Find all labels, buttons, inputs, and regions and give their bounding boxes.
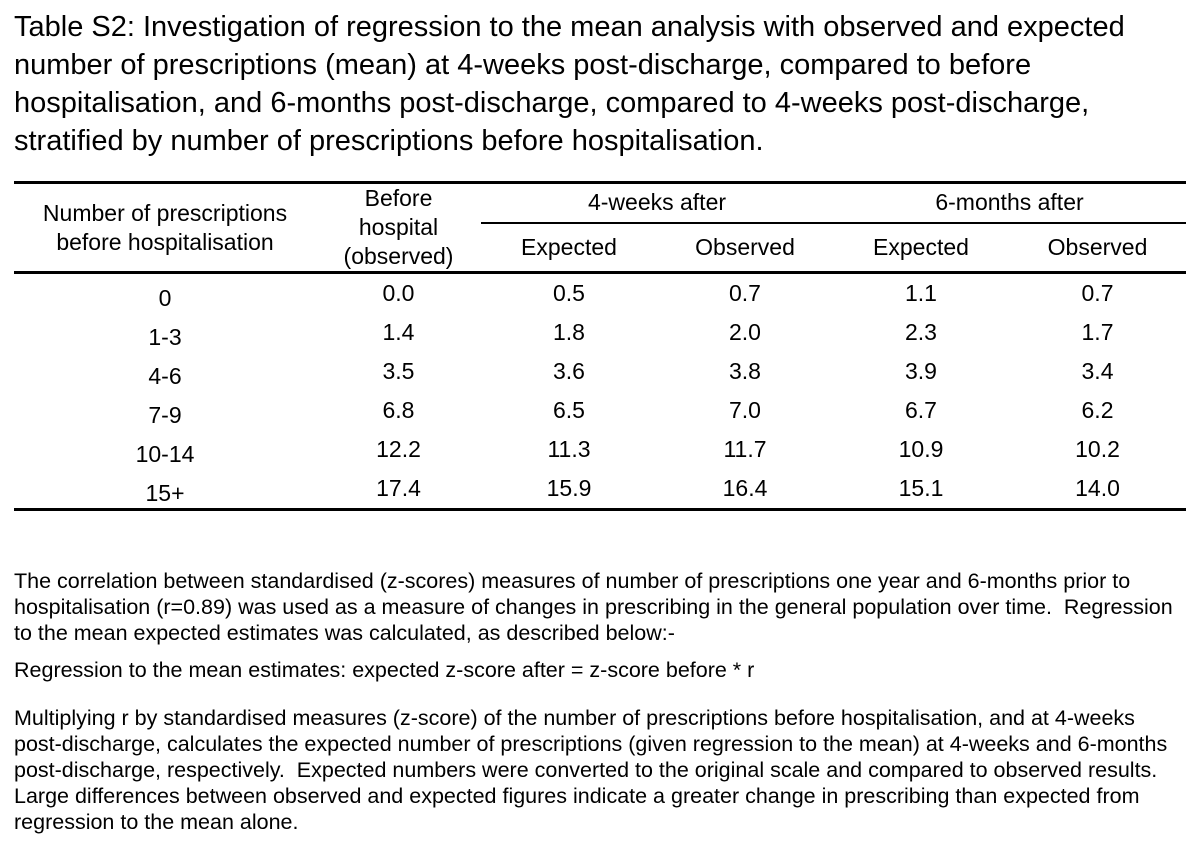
cell-6m-observed: 1.7 <box>1081 319 1114 345</box>
row-category-cell <box>14 313 316 352</box>
cell-before: 1.4 <box>382 319 415 345</box>
cell-before: 0.0 <box>382 280 415 306</box>
header-6m-expected: Expected <box>873 233 969 260</box>
cell-4w-observed: 3.8 <box>729 358 761 384</box>
table-row <box>14 273 1186 314</box>
cell-4w-expected: 3.6 <box>553 358 585 384</box>
cell-4w-expected: 11.3 <box>547 436 591 462</box>
cell-before: 6.8 <box>382 397 415 423</box>
cell-6m-expected: 1.1 <box>905 280 937 306</box>
cell-4w-expected: 6.5 <box>553 397 585 423</box>
cell-6m-expected: 6.7 <box>905 397 937 423</box>
cell-before: 17.4 <box>376 475 421 501</box>
header-6m-observed: Observed <box>1047 233 1148 260</box>
table-body <box>14 273 1186 510</box>
header-group-6months: 6-months after <box>833 183 1186 223</box>
cell-4w-observed: 0.7 <box>729 280 761 306</box>
cell-4w-observed: 16.4 <box>722 475 768 501</box>
cell-6m-observed: 14.0 <box>1075 475 1120 501</box>
table-row <box>14 313 1186 352</box>
row-category-cell <box>14 430 316 469</box>
note-formula: Regression to the mean estimates: expected z-score after = z-score before * r <box>14 658 755 682</box>
cell-4w-observed: 11.7 <box>723 436 767 462</box>
cell-6m-expected: 2.3 <box>905 319 937 345</box>
header-group-4weeks: 4-weeks after <box>481 183 833 223</box>
cell-6m-observed: 10.2 <box>1075 436 1120 462</box>
header-category-label: Number of prescriptions before hospitalisation <box>42 199 288 255</box>
table-s2 <box>14 181 1186 511</box>
cell-6m-expected: 15.1 <box>898 475 944 501</box>
note-correlation: The correlation between standardised (z-scores) measures of number of prescriptions one year and 6-months prior to hospitalisation (r=0.89) was used as a measure of changes in prescribing in the general population over time. Regression to the mean expected estimates was calculated, as described below:- <box>14 569 1179 645</box>
header-4w-expected: Expected <box>521 233 617 260</box>
row-category-cell <box>14 273 316 314</box>
row-category: 0 <box>158 285 172 311</box>
row-category: 1-3 <box>148 324 182 350</box>
note-method: Multiplying r by standardised measures (z-score) of the number of prescriptions before hospitalisation, and at 4-weeks post-discharge, calculates the expected number of prescriptions (given regression to the mean) at 4-weeks and 6-months post-discharge, respectively. Expected numbers were converted to the original scale and compared to observed results. Large differences between observed and expected figures indicate a greater change in prescribing than expected from regression to the mean alone. <box>14 706 1174 834</box>
header-4w-observed: Observed <box>695 233 795 260</box>
header-before-hospital <box>316 183 481 273</box>
header-row-groups <box>14 183 1186 223</box>
table-row <box>14 430 1186 469</box>
table-caption: Table S2: Investigation of regression to the mean analysis with observed and expected number of prescriptions (mean) at 4-weeks post-discharge, compared to before hospitalisation, and 6-months post-discharge, compared to 4-weeks post-discharge, stratified by number of prescriptions before hospitalisation. <box>14 11 1125 157</box>
cell-6m-expected: 10.9 <box>898 436 944 462</box>
cell-4w-expected: 15.9 <box>546 475 592 501</box>
cell-before: 3.5 <box>382 358 415 384</box>
table-header <box>14 183 1186 273</box>
cell-4w-observed: 7.0 <box>729 397 761 423</box>
row-category-cell <box>14 391 316 430</box>
row-category-cell <box>14 352 316 391</box>
row-category: 7-9 <box>148 402 182 428</box>
cell-6m-observed: 3.4 <box>1081 358 1114 384</box>
cell-6m-observed: 6.2 <box>1081 397 1114 423</box>
cell-4w-expected: 0.5 <box>553 280 585 306</box>
cell-before: 12.2 <box>376 436 421 462</box>
cell-4w-observed: 2.0 <box>729 319 761 345</box>
cell-6m-expected: 3.9 <box>905 358 937 384</box>
cell-4w-expected: 1.8 <box>553 319 585 345</box>
table-row <box>14 352 1186 391</box>
row-category: 10-14 <box>135 441 195 467</box>
row-category: 4-6 <box>148 363 182 389</box>
cell-6m-observed: 0.7 <box>1081 280 1114 306</box>
row-category: 15+ <box>145 480 185 506</box>
table-row <box>14 391 1186 430</box>
table-row <box>14 469 1186 510</box>
header-category <box>14 183 316 273</box>
row-category-cell <box>14 469 316 510</box>
header-before-hospital-label: Before hospital (observed) <box>343 185 454 269</box>
